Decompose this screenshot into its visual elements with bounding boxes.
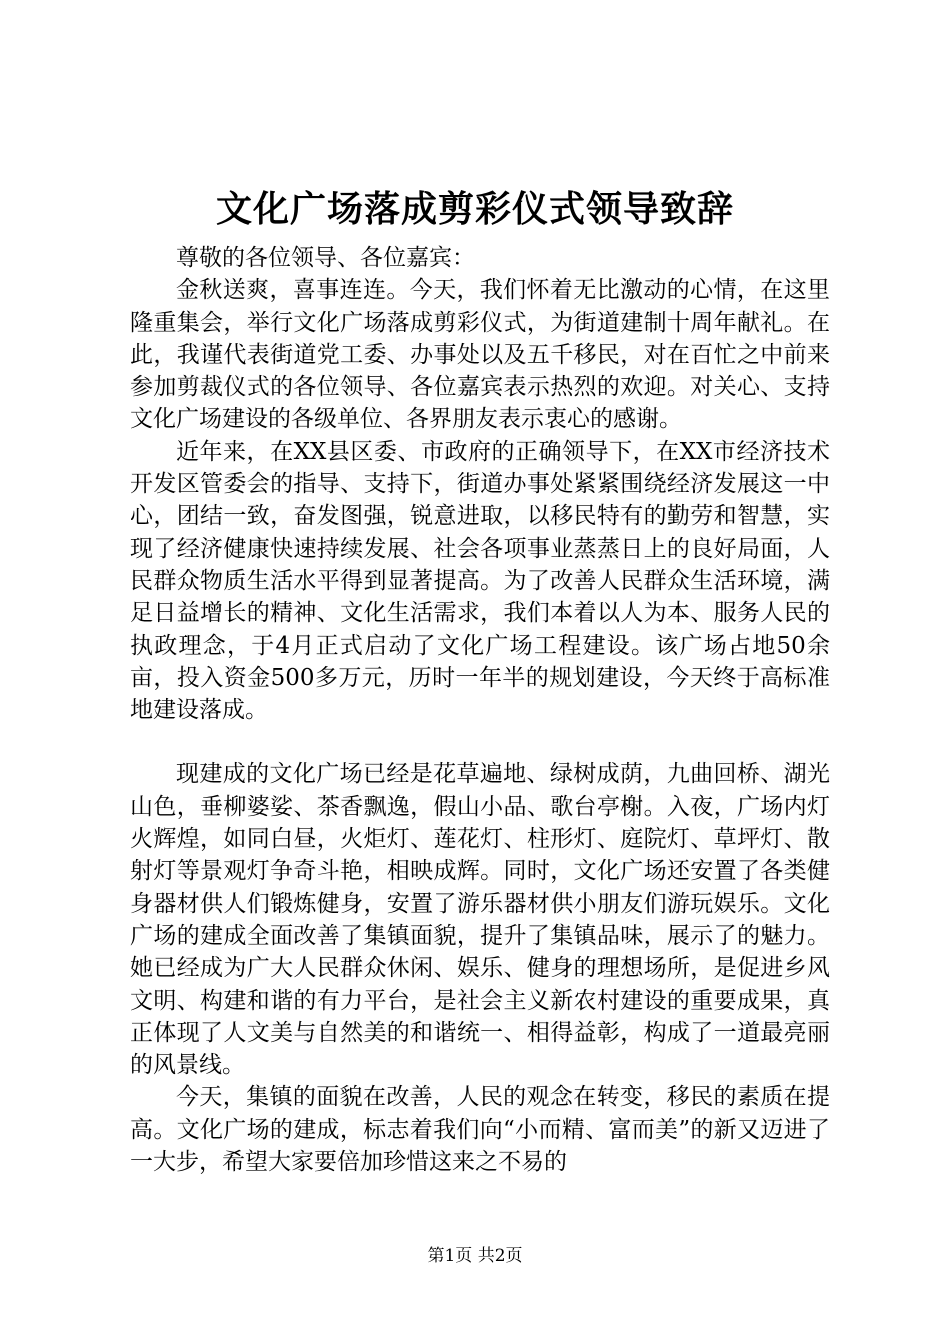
document-body	[130, 242, 830, 1178]
page-footer: 第1页 共2页	[427, 1246, 523, 1266]
paragraph-1: 金秋送爽，喜事连连。今天，我们怀着无比激动的心情，在这里隆重集会，举行文化广场落成剪彩仪式，为街道建制十周年献礼。在此，我谨代表街道党工委、办事处以及五千移民，对在百忙之中前来参加剪裁仪式的各位领导、各位嘉宾表示热烈的欢迎。对关心、支持文化广场建设的各级单位、各界朋友表示衷心的感谢。	[130, 277, 830, 433]
paragraph-2: 近年来，在XX县区委、市政府的正确领导下，在XX市经济技术开发区管委会的指导、支持下，街道办事处紧紧围绕经济发展这一中心，团结一致，奋发图强，锐意进取，以移民特有的勤劳和智慧，实现了经济健康快速持续发展、社会各项事业蒸蒸日上的良好局面，人民群众物质生活水平得到显著提高。为了改善人民群众生活环境，满足日益增长的精神、文化生活需求，我们本着以人为本、服务人民的执政理念，于4月正式启动了文化广场工程建设。该广场占地50余亩，投入资金500多万元，历时一年半的规划建设，今天终于高标准地建设落成。	[130, 438, 830, 724]
paragraph-3: 现建成的文化广场已经是花草遍地、绿树成荫，九曲回桥、湖光山色，垂柳婆娑、茶香飘逸，假山小品、歌台亭榭。入夜，广场内灯火辉煌，如同白昼，火炬灯、莲花灯、柱形灯、庭院灯、草坪灯、散射灯等景观灯争奇斗艳，相映成辉。同时，文化广场还安置了各类健身器材供人们锻炼健身，安置了游乐器材供小朋友们游玩娱乐。文化广场的建成全面改善了集镇面貌，提升了集镇品味，展示了的魅力。她已经成为广大人民群众休闲、娱乐、健身的理想场所，是促进乡风文明、构建和谐的有力平台，是社会主义新农村建设的重要成果，真正体现了人文美与自然美的和谐统一、相得益彰，构成了一道最亮丽的风景线。	[130, 761, 830, 1079]
salutation: 尊敬的各位领导、各位嘉宾：	[176, 245, 475, 271]
paragraph-4: 今天，集镇的面貌在改善，人民的观念在转变，移民的素质在提高。文化广场的建成，标志着我们向“小而精、富而美”的新又迈进了一大步，希望大家要倍加珍惜这来之不易的	[130, 1084, 830, 1176]
document-title: 文化广场落成剪彩仪式领导致辞	[215, 188, 734, 230]
